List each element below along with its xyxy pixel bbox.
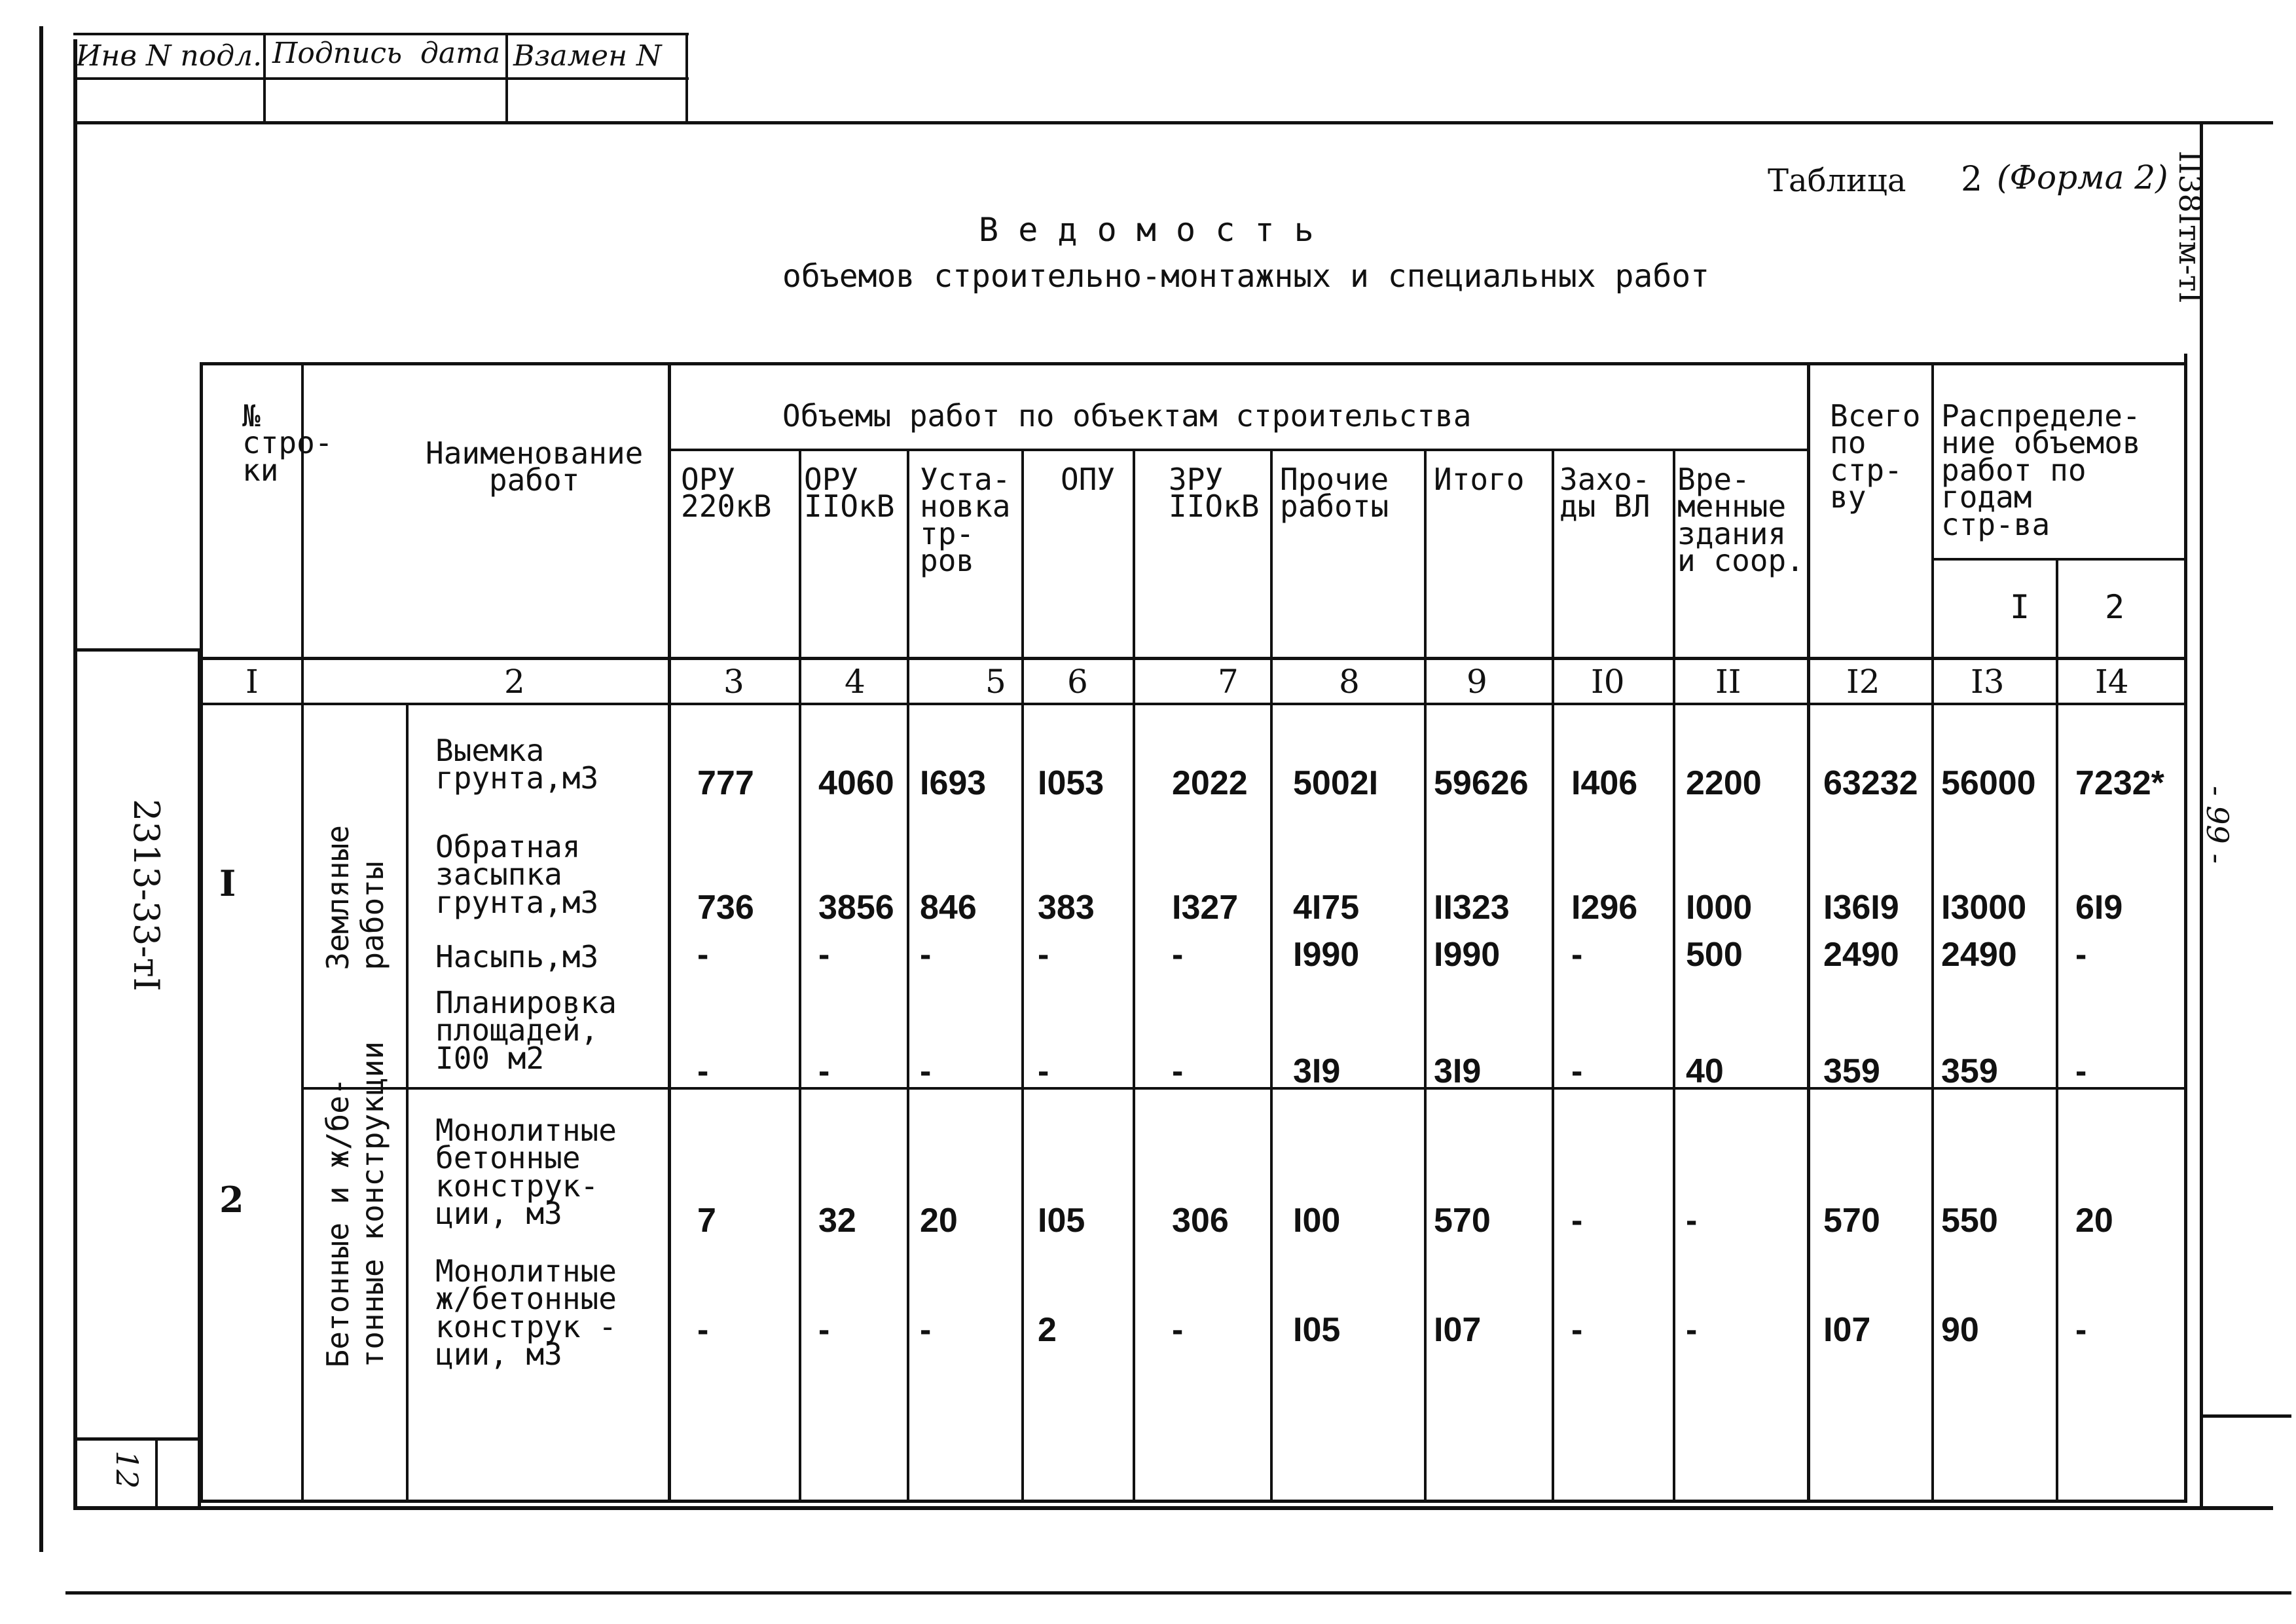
stamp-date-label: дата (420, 37, 501, 70)
table-cell: 5002I (1293, 764, 1379, 802)
header-grand-total: Всего по стр- ву (1830, 398, 1921, 515)
table-cell: - (920, 1052, 932, 1090)
table-cell: - (818, 1052, 830, 1090)
table-cell: 7232* (2075, 764, 2164, 802)
table-cell: 359 (1941, 1052, 1998, 1090)
table-cell: I693 (920, 764, 987, 802)
column-number: 3 (723, 663, 744, 701)
group-row-no: 2 (219, 1179, 244, 1221)
table-cell: 3856 (818, 889, 894, 927)
group-category: Бетонные и ж/бе- тонные конструкции (320, 1041, 390, 1368)
header-ory220: ОРУ 220кВ (681, 462, 772, 525)
header-vl: Захо- ды ВЛ (1559, 462, 1650, 525)
column-number: I (246, 663, 259, 701)
table-label: Таблица (1768, 162, 1906, 199)
table-cell: 570 (1823, 1202, 1880, 1240)
table-cell: 6I9 (2075, 889, 2123, 927)
table-cell: I990 (1293, 936, 1360, 974)
table-cell: - (1172, 1052, 1184, 1090)
table-cell: II323 (1434, 889, 1510, 927)
table-cell: - (920, 936, 932, 974)
work-item-name: Монолитные ж/бетонные конструк - ции, м3 (435, 1253, 617, 1372)
header-transformers: Уста- новка тр- ров (920, 462, 1011, 579)
header-row-no: № стро- ки (242, 398, 333, 488)
table-cell: I327 (1172, 889, 1239, 927)
table-cell: 777 (697, 764, 754, 802)
table-cell: 550 (1941, 1202, 1998, 1240)
table-cell: 3I9 (1434, 1052, 1482, 1090)
table-cell: I05 (1038, 1202, 1085, 1240)
table-cell: 2490 (1823, 936, 1899, 974)
header-year-1: I (2010, 588, 2030, 626)
table-cell: - (1571, 1311, 1583, 1349)
table-cell: 2 (1038, 1311, 1057, 1349)
table-cell: - (2075, 1052, 2087, 1090)
table-cell: I3000 (1941, 889, 2027, 927)
column-number: I3 (1971, 663, 2005, 701)
table-cell: I296 (1571, 889, 1638, 927)
table-cell: 2022 (1172, 764, 1248, 802)
table-cell: 59626 (1434, 764, 1529, 802)
header-year-2: 2 (2105, 588, 2125, 626)
table-cell: I36I9 (1823, 889, 1899, 927)
work-item-name: Монолитные бетонные конструк- ции, м3 (435, 1113, 617, 1231)
column-number: I0 (1591, 663, 1625, 701)
work-item-name: Обратная засыпка грунта,м3 (435, 829, 599, 920)
group-category: Земляные работы (320, 825, 390, 970)
table-cell: 2490 (1941, 936, 2017, 974)
table-cell: 383 (1038, 889, 1095, 927)
table-cell: 20 (920, 1202, 958, 1240)
table-cell: 3I9 (1293, 1052, 1341, 1090)
table-cell: 32 (818, 1202, 856, 1240)
table-cell: - (2075, 1311, 2087, 1349)
table-cell: - (1038, 936, 1049, 974)
document-title: В е д о м о с т ь (979, 211, 1314, 249)
column-number: I4 (2095, 663, 2129, 701)
table-cell: 63232 (1823, 764, 1918, 802)
table-cell: - (1571, 1052, 1583, 1090)
table-cell: - (1172, 1311, 1184, 1349)
header-temp: Вре- менные здания и соор. (1677, 462, 1804, 579)
column-number: 7 (1218, 663, 1239, 701)
table-cell: 56000 (1941, 764, 2036, 802)
doc-code-right: II38Iтм-тI (2172, 151, 2208, 304)
table-cell: - (818, 1311, 830, 1349)
header-other: Прочие работы (1280, 462, 1389, 525)
form-label: (Форма 2) (1997, 158, 2168, 196)
table-cell: 359 (1823, 1052, 1880, 1090)
table-cell: 846 (920, 889, 977, 927)
table-cell: - (1571, 936, 1583, 974)
column-number: I2 (1846, 663, 1880, 701)
table-cell: - (920, 1311, 932, 1349)
table-cell: - (2075, 936, 2087, 974)
table-cell: I000 (1686, 889, 1753, 927)
table-cell: 4I75 (1293, 889, 1360, 927)
work-item-name: Выемка грунта,м3 (435, 733, 599, 796)
table-cell: I053 (1038, 764, 1104, 802)
table-cell: I07 (1823, 1311, 1871, 1349)
work-item-name: Насыпь,м3 (435, 939, 599, 974)
table-cell: - (697, 936, 709, 974)
table-cell: I406 (1571, 764, 1638, 802)
header-zru110: ЗРУ IIОкВ (1169, 462, 1260, 525)
stamp-sign-label: Подпись (272, 37, 403, 70)
column-number: 4 (845, 663, 866, 701)
group-row-no: I (219, 862, 236, 904)
column-number: 2 (504, 663, 525, 701)
table-cell: - (697, 1052, 709, 1090)
column-number: 8 (1339, 663, 1360, 701)
table-cell: 20 (2075, 1202, 2113, 1240)
table-cell: 2200 (1686, 764, 1762, 802)
header-ory110: ОРУ IIОкВ (804, 462, 895, 525)
table-cell: 4060 (818, 764, 894, 802)
document-subtitle: объемов строительно-монтажных и специальных работ (782, 258, 1710, 295)
table-number: 2 (1961, 160, 1983, 199)
table-cell: - (1038, 1052, 1049, 1090)
stamp-replace-label: Взамен N (513, 39, 662, 73)
table-cell: I05 (1293, 1311, 1341, 1349)
table-cell: 90 (1941, 1311, 1979, 1349)
work-item-name: Планировка площадей, I00 м2 (435, 985, 617, 1076)
table-cell: - (818, 936, 830, 974)
table-cell: - (697, 1311, 709, 1349)
table-cell: 7 (697, 1202, 716, 1240)
stamp-inv-label: Инв N подл. (76, 39, 263, 73)
header-distribution: Распределе- ние объемов работ по годам стр-ва (1941, 398, 2141, 542)
column-number: 6 (1067, 663, 1088, 701)
header-work-name: Наименование работ (426, 435, 644, 498)
doc-code-left: 2313-33-тI (126, 799, 167, 991)
column-number: 9 (1467, 663, 1487, 701)
table-cell: 500 (1686, 936, 1743, 974)
column-number: II (1715, 663, 1741, 701)
table-cell: - (1686, 1202, 1698, 1240)
table-cell: - (1686, 1311, 1698, 1349)
table-cell: - (1172, 936, 1184, 974)
table-cell: I00 (1293, 1202, 1341, 1240)
table-cell: - (1571, 1202, 1583, 1240)
table-cell: 40 (1686, 1052, 1724, 1090)
table-cell: 570 (1434, 1202, 1491, 1240)
table-cell: I990 (1434, 936, 1501, 974)
table-cell: 306 (1172, 1202, 1229, 1240)
header-volumes-group: Объемы работ по объектам строительства (782, 398, 1472, 434)
header-total: Итого (1434, 462, 1525, 497)
page-number-right: - 99 - (2200, 786, 2235, 864)
header-opu: ОПУ (1061, 462, 1116, 497)
sheet-number-left: 12 (109, 1450, 145, 1489)
table-cell: 736 (697, 889, 754, 927)
column-number: 5 (985, 663, 1006, 701)
table-cell: I07 (1434, 1311, 1482, 1349)
